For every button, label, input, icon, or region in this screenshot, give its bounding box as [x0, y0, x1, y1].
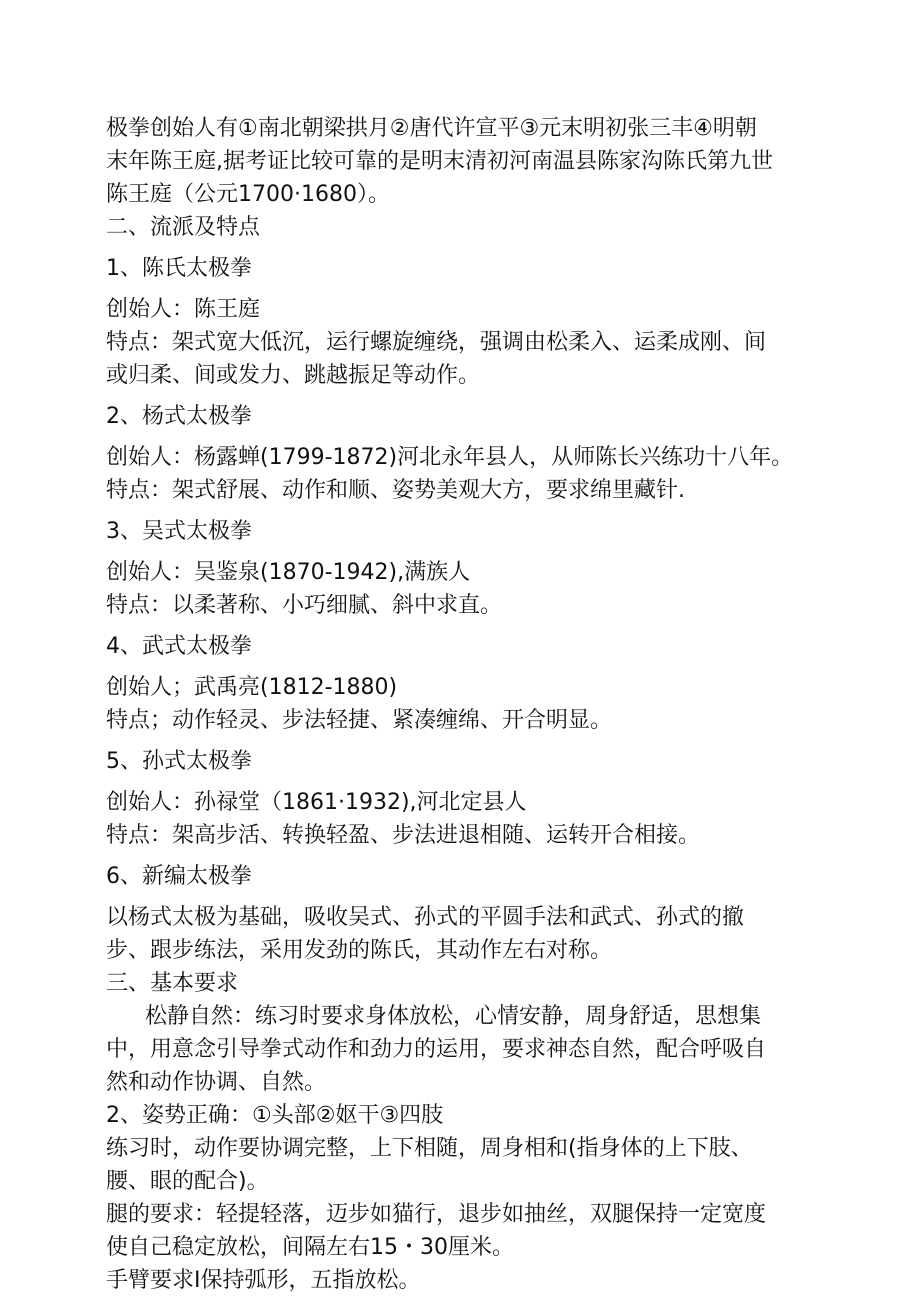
text-line: 中，用意念引导拳式动作和劲力的运用，要求神态自然，配合呼吸自 — [106, 1037, 767, 1062]
section-heading: 三、基本要求 — [106, 971, 239, 996]
text-line: 特点：架高步活、转换轻盈、步法进退相随、运转开合相接。 — [106, 823, 701, 848]
text-line: 腰、眼的配合)。 — [106, 1169, 269, 1194]
text-line: 以杨式太极为基础，吸收吴式、孙式的平圆手法和武式、孙式的撤 — [106, 905, 745, 930]
text-line: 末年陈王庭,据考证比较可靠的是明末清初河南温县陈家沟陈氏第九世 — [106, 149, 773, 174]
subsection-heading: 5、孙式太极拳 — [106, 749, 252, 774]
subsection-heading: 2、杨式太极拳 — [106, 404, 252, 429]
text-line: 创始人：杨露蝉(1799-1872)河北永年县人，从师陈长兴练功十八年。 — [106, 445, 794, 470]
text-line: 特点：架式舒展、动作和顺、姿势美观大方，要求绵里藏针. — [106, 478, 685, 503]
text-line: 特点：架式宽大低沉，运行螺旋缠绕，强调由松柔入、运柔成刚、间 — [106, 330, 767, 355]
text-line: 特点：以柔著称、小巧细腻、斜中求直。 — [106, 593, 503, 618]
subsection-heading: 2、姿势正确：①头部②妪干③四肢 — [106, 1103, 444, 1128]
text-line: 创始人：陈王庭 — [106, 297, 261, 322]
subsection-heading: 3、吴式太极拳 — [106, 519, 252, 544]
document-body — [106, 112, 816, 1297]
text-line: 或归柔、间或发力、跳越振足等动作。 — [106, 363, 481, 388]
text-line: 创始人：孙禄堂（1861·1932),河北定县人 — [106, 790, 527, 815]
text-line: 手臂要求I保持弧形，五指放松。 — [106, 1268, 421, 1293]
text-line: 极拳创始人有①南北朝梁拱月②唐代许宣平③元末明初张三丰④明朝 — [106, 116, 757, 141]
text-line: 创始人：吴鉴泉(1870-1942),满族人 — [106, 560, 471, 585]
text-line: 创始人；武禹亮(1812-1880) — [106, 675, 398, 700]
text-line: 腿的要求：轻提轻落，迈步如猫行，退步如抽丝，双腿保持一定宽度 — [106, 1202, 767, 1227]
text-line: 特点；动作轻灵、步法轻捷、紧凑缠绵、开合明显。 — [106, 708, 613, 733]
text-line: 练习时，动作要协调完整，上下相随，周身相和(指身体的上下肢、 — [106, 1136, 753, 1161]
section-heading: 二、流派及特点 — [106, 215, 261, 240]
text-line: 步、跟步练法，采用发劲的陈氏，其动作左右对称。 — [106, 938, 613, 963]
text-line: 松静自然：练习时要求身体放松，心情安静，周身舒适，思想集 — [145, 1004, 762, 1029]
subsection-heading: 4、武式太极拳 — [106, 634, 252, 659]
text-line: 陈王庭（公元1700·1680）。 — [106, 182, 390, 207]
subsection-heading: 6、新编太极拳 — [106, 864, 252, 889]
text-line: 使自己稳定放松，间隔左右15・30厘米。 — [106, 1235, 514, 1260]
text-line: 然和动作协调、自然。 — [106, 1070, 327, 1095]
subsection-heading: 1、陈氏太极拳 — [106, 256, 252, 281]
